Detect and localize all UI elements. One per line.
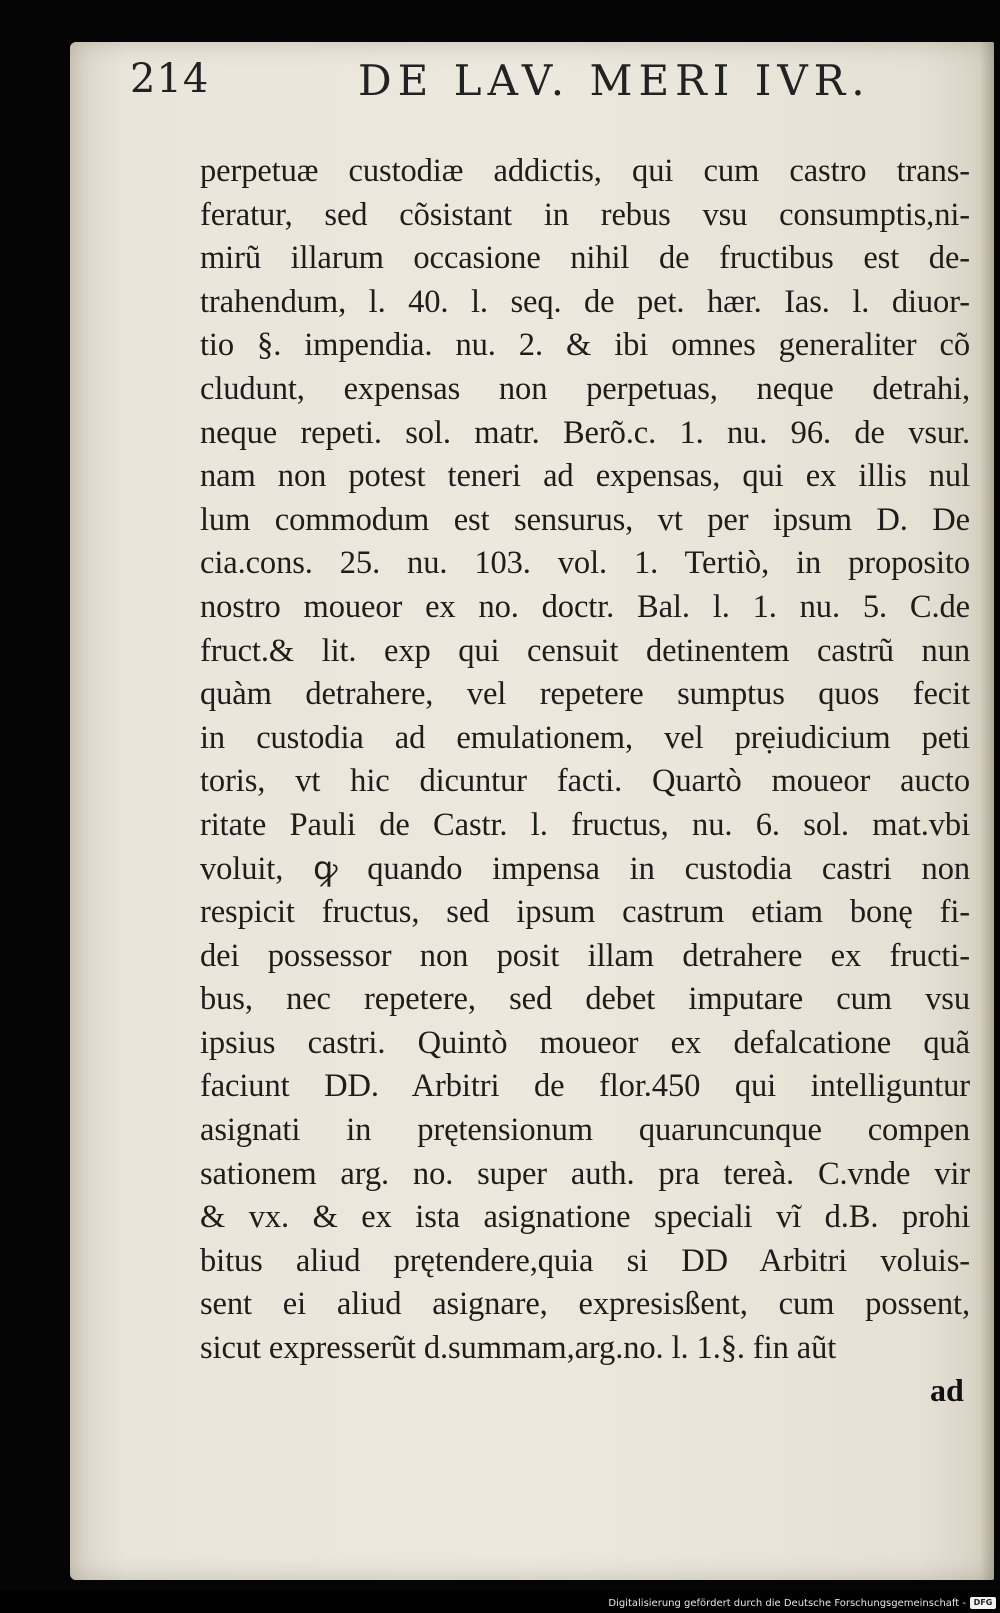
body-text bbox=[200, 150, 970, 1371]
text-line: sent ei aliud asignare, expresisßent, cum possent, bbox=[200, 1286, 970, 1323]
text-line: trahendum, l. 40. l. seq. de pet. hær. Ias. l. diuor- bbox=[200, 283, 970, 320]
text-line: asignati in prętensionum quaruncunque compen bbox=[200, 1112, 970, 1149]
text-line: feratur, sed cõsistant in rebus vsu consumptis,ni- bbox=[200, 196, 970, 233]
text-line: sationem arg. no. super auth. pra tereà. C.vnde vir bbox=[200, 1155, 970, 1192]
text-line: lum commodum est sensurus, vt per ipsum D. De bbox=[200, 501, 970, 538]
running-head bbox=[130, 56, 960, 116]
text-line: tio §. impendia. nu. 2. & ibi omnes generaliter cõ bbox=[200, 327, 970, 364]
dfg-logo-icon: DFG bbox=[970, 1597, 996, 1609]
page-number: 214 bbox=[130, 56, 210, 102]
page-edge-shadow bbox=[980, 42, 994, 1580]
text-line: bitus aliud prętendere,quia si DD Arbitri voluis- bbox=[200, 1242, 970, 1279]
footer-bar bbox=[0, 1591, 1000, 1613]
text-line: respicit fructus, sed ipsum castrum etiam bonę fi- bbox=[200, 894, 970, 931]
text-line: sicut expresserũt d.summam,arg.no. l. 1.§. fin aũt bbox=[200, 1330, 837, 1367]
text-line: neque repeti. sol. matr. Berõ.c. 1. nu. 96. de vsur. bbox=[200, 414, 970, 451]
catchword: ad bbox=[930, 1372, 964, 1408]
running-title: DE LAV. MERI IVR. bbox=[358, 56, 871, 105]
text-line: ipsius castri. Quintò moueor ex defalcatione quã bbox=[200, 1024, 970, 1061]
text-line: mirũ illarum occasione nihil de fructibus est de- bbox=[200, 240, 970, 277]
digitization-credit: Digitalisierung gefördert durch die Deutsche Forschungsgemeinschaft - bbox=[608, 1598, 966, 1609]
text-line: faciunt DD. Arbitri de flor.450 qui intelliguntur bbox=[200, 1068, 970, 1105]
text-line: toris, vt hic dicuntur facti. Quartò moueor aucto bbox=[200, 763, 970, 800]
text-line: bus, nec repetere, sed debet imputare cum vsu bbox=[200, 981, 970, 1018]
text-line: & vx. & ex ista asignatione speciali vĩ d.B. prohi bbox=[200, 1199, 970, 1236]
text-line: in custodia ad emulationem, vel prẹiudicium peti bbox=[200, 719, 970, 756]
text-line: perpetuæ custodiæ addictis, qui cum castro trans- bbox=[200, 153, 970, 189]
text-line: cia.cons. 25. nu. 103. vol. 1. Tertiò, in proposito bbox=[200, 545, 970, 582]
text-line: cludunt, expensas non perpetuas, neque detrahi, bbox=[200, 370, 970, 407]
text-line: quàm detrahere, vel repetere sumptus quos fecit bbox=[200, 676, 970, 713]
text-line: nam non potest teneri ad expensas, qui ex illis nul bbox=[200, 458, 970, 495]
text-line: nostro moueor ex no. doctr. Bal. l. 1. nu. 5. C.de bbox=[200, 588, 970, 625]
text-line: ritate Pauli de Castr. l. fructus, nu. 6. sol. mat.vbi bbox=[200, 806, 970, 843]
text-line: dei possessor non posit illam detrahere ex fructi- bbox=[200, 937, 970, 974]
text-line: voluit, ꝙ quando impensa in custodia castri non bbox=[200, 850, 970, 887]
text-line: fruct.& lit. exp qui censuit detinentem castrũ nun bbox=[200, 632, 970, 669]
